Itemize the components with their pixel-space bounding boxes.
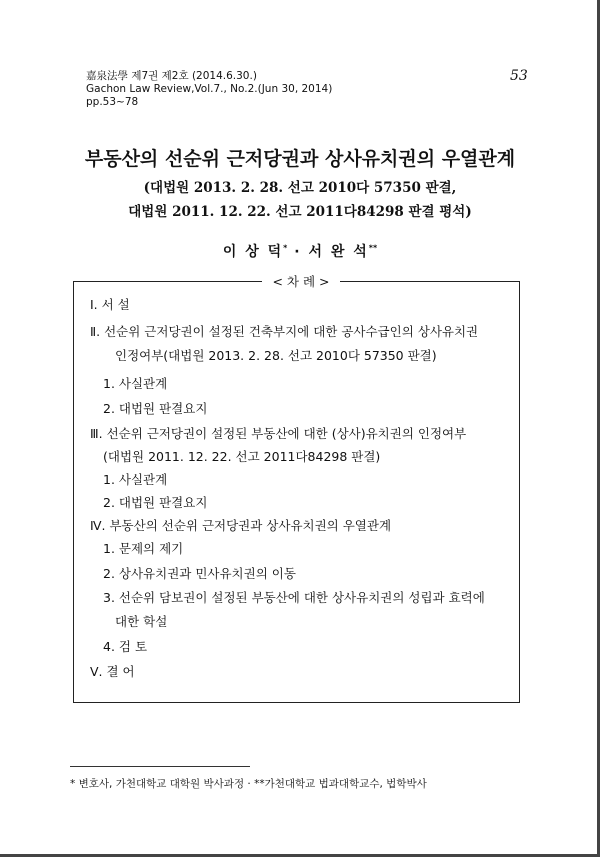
toc-item: 인정여부(대법원 2013. 2. 28. 선고 2010다 57350 판결)	[115, 348, 437, 363]
toc-item: 2. 상사유치권과 민사유치권의 이동	[103, 566, 296, 581]
author-footnote: * 변호사, 가천대학교 대학원 박사과정 · **가천대학교 법과대학교수, 법학박사	[70, 778, 427, 790]
author-separator: ·	[287, 244, 309, 260]
toc-heading: < 차 례 >	[262, 273, 340, 291]
journal-english: Gachon Law Review,Vol.7., No.2.(Jun 30, 2014)	[86, 83, 333, 95]
toc-item: 1. 사실관계	[103, 376, 168, 391]
toc-item: 4. 검 토	[103, 639, 148, 654]
paper-subtitle-line1: (대법원 2013. 2. 28. 선고 2010다 57350 판결,	[143, 180, 457, 196]
toc-item: Ⅳ. 부동산의 선순위 근저당권과 상사유치권의 우열관계	[90, 518, 392, 533]
authors	[0, 241, 600, 261]
toc-item: 2. 대법원 판결요지	[103, 401, 208, 416]
toc-item: 3. 선순위 담보권이 설정된 부동산에 대한 상사유치권의 성립과 효력에	[103, 590, 485, 605]
toc-item: Ⅴ. 결 어	[90, 664, 135, 679]
paper-subtitle-line2: 대법원 2011. 12. 22. 선고 2011다84298 판결 평석)	[128, 204, 472, 220]
toc-item: Ⅲ. 선순위 근저당권이 설정된 부동산에 대한 (상사)유치권의 인정여부	[90, 426, 467, 441]
page-number: 53	[510, 68, 528, 84]
author-2: 서 완 석	[308, 244, 369, 260]
author-1: 이 상 덕	[222, 244, 284, 260]
journal-volume: 嘉泉法學 제7권 제2호 (2014.6.30.)	[86, 70, 257, 82]
toc-item: (대법원 2011. 12. 22. 선고 2011다84298 판결)	[103, 449, 381, 464]
toc-item: 1. 사실관계	[103, 472, 168, 487]
journal-info	[86, 70, 332, 109]
author-2-mark: **	[368, 243, 378, 253]
toc-item: 대한 학설	[115, 614, 168, 629]
toc-item: Ⅰ. 서 설	[90, 297, 130, 312]
toc-item: Ⅱ. 선순위 근저당권이 설정된 건축부지에 대한 공사수급인의 상사유치권	[90, 324, 479, 339]
toc-item: 2. 대법원 판결요지	[103, 495, 208, 510]
footnote-divider	[70, 766, 250, 767]
toc-item: 1. 문제의 제기	[103, 541, 184, 556]
author-1-mark: *	[283, 243, 288, 253]
journal-pages: pp.53~78	[86, 96, 139, 108]
paper-title: 부동산의 선순위 근저당권과 상사유치권의 우열관계	[84, 148, 516, 170]
